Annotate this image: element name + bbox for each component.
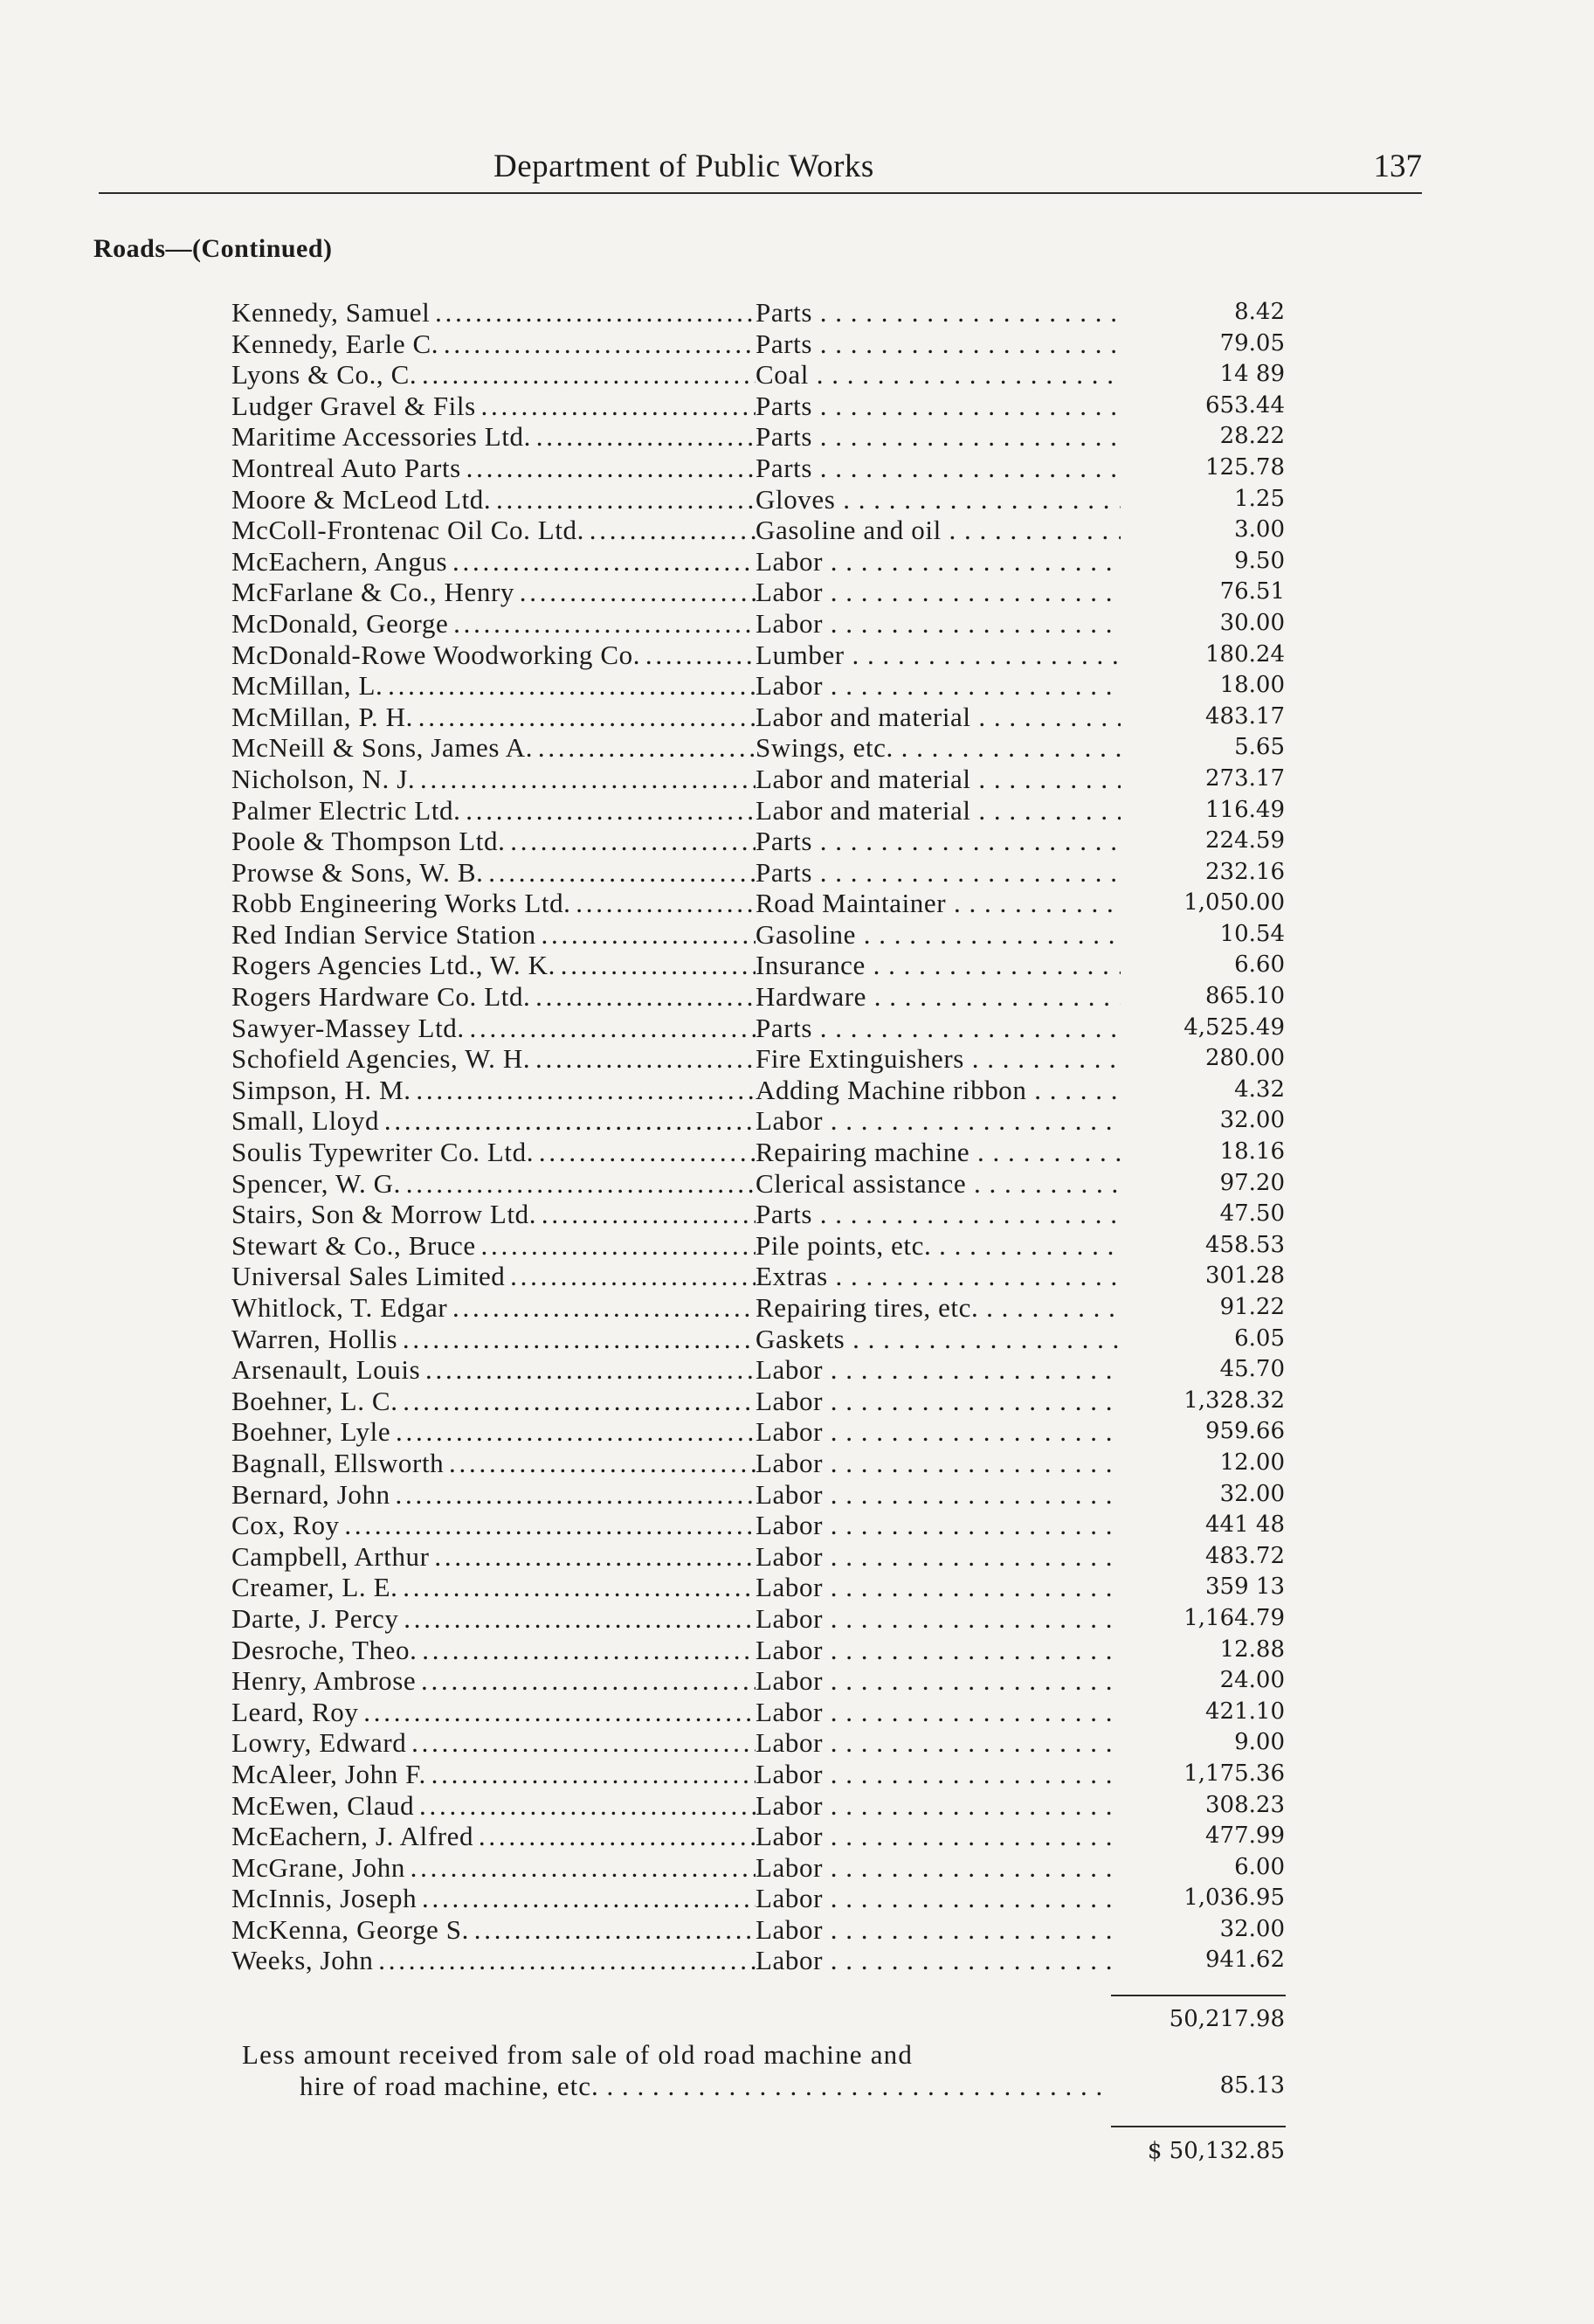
expense-row bbox=[231, 297, 1285, 329]
expense-item: Pile points, etc. . . . bbox=[756, 1230, 1121, 1262]
expense-item: Parts . . . bbox=[756, 421, 1121, 453]
expense-item: Repairing tires, etc. . . . bbox=[756, 1292, 1121, 1324]
expense-item: Gasoline and oil . . . bbox=[756, 515, 1121, 546]
expense-item: Labor . . . bbox=[756, 1603, 1121, 1635]
expense-row bbox=[231, 1013, 1285, 1044]
expense-row bbox=[231, 1852, 1285, 1884]
expense-item: Labor . . . bbox=[756, 1635, 1121, 1666]
expense-amount: 6.00 bbox=[1234, 1853, 1285, 1880]
payee-name: Ludger Gravel & Fils . . . bbox=[231, 391, 756, 422]
expense-item: Labor and material . . . bbox=[756, 702, 1121, 733]
expense-amount: 4.32 bbox=[1234, 1076, 1285, 1103]
payee-name: Soulis Typewriter Co. Ltd. . . . bbox=[231, 1137, 756, 1168]
expense-amount: 97.20 bbox=[1219, 1169, 1285, 1196]
expense-amount: 116.49 bbox=[1205, 796, 1285, 823]
deduction-amount: 85.13 bbox=[1219, 2072, 1285, 2099]
payee-name: Prowse & Sons, W. B. . . . bbox=[231, 857, 756, 889]
payee-name: Stewart & Co., Bruce . . . bbox=[231, 1230, 756, 1262]
expense-item: Labor . . . bbox=[756, 1386, 1121, 1417]
expense-row bbox=[231, 1168, 1285, 1200]
payee-name: Lowry, Edward . . . bbox=[231, 1727, 756, 1759]
expense-row bbox=[231, 1759, 1285, 1790]
payee-name: Rogers Hardware Co. Ltd. . . . bbox=[231, 981, 756, 1013]
expense-amount: 79.05 bbox=[1219, 329, 1285, 356]
expense-item: Labor . . . bbox=[756, 1479, 1121, 1511]
expense-amount: 180.24 bbox=[1205, 640, 1285, 667]
expense-item: Labor . . . bbox=[756, 1448, 1121, 1479]
expense-row bbox=[231, 1137, 1285, 1168]
expense-row bbox=[231, 732, 1285, 764]
payee-name: McGrane, John . . . bbox=[231, 1852, 756, 1884]
expense-row bbox=[231, 1386, 1285, 1417]
expense-amount: 421.10 bbox=[1205, 1698, 1285, 1725]
expense-row bbox=[231, 421, 1285, 453]
expense-row bbox=[231, 981, 1285, 1013]
expense-row bbox=[231, 515, 1285, 546]
payee-name: Boehner, L. C. . . . bbox=[231, 1386, 756, 1417]
expense-row bbox=[231, 1603, 1285, 1635]
payee-name: Universal Sales Limited . . . bbox=[231, 1261, 756, 1292]
payee-name: McAleer, John F. . . . bbox=[231, 1759, 756, 1790]
expense-row bbox=[231, 546, 1285, 578]
expense-item: Labor . . . bbox=[756, 546, 1121, 578]
expense-item: Labor . . . bbox=[756, 1883, 1121, 1914]
payee-name: McEachern, J. Alfred . . . bbox=[231, 1821, 756, 1852]
expense-row bbox=[231, 1261, 1285, 1292]
payee-name: Bagnall, Ellsworth . . . bbox=[231, 1448, 756, 1479]
payee-name: Darte, J. Percy . . . bbox=[231, 1603, 756, 1635]
expense-item: Labor . . . bbox=[756, 1914, 1121, 1946]
expense-item: Labor . . . bbox=[756, 1759, 1121, 1790]
payee-name: Montreal Auto Parts . . . bbox=[231, 453, 756, 484]
payee-name: Warren, Hollis . . . bbox=[231, 1324, 756, 1355]
expense-item: Labor . . . bbox=[756, 1510, 1121, 1541]
expense-amount: 45.70 bbox=[1219, 1356, 1285, 1383]
subtotal-amount: 50,217.98 bbox=[1169, 2006, 1285, 2032]
deduction-description-line-2: hire of road machine, etc. . . . bbox=[300, 2071, 1112, 2102]
expense-item: Gaskets . . . bbox=[756, 1324, 1121, 1355]
expense-row bbox=[231, 1043, 1285, 1075]
expense-row bbox=[231, 1945, 1285, 1976]
expense-item: Gasoline . . . bbox=[756, 919, 1121, 951]
payee-name: McEachern, Angus . . . bbox=[231, 546, 756, 578]
expense-item: Labor . . . bbox=[756, 1416, 1121, 1448]
expense-amount: 959.66 bbox=[1205, 1418, 1285, 1445]
expense-amount: 10.54 bbox=[1219, 920, 1285, 947]
expense-amount: 47.50 bbox=[1219, 1200, 1285, 1228]
expense-amount: 865.10 bbox=[1205, 983, 1285, 1010]
expense-row bbox=[231, 1821, 1285, 1852]
payee-name: Cox, Roy . . . bbox=[231, 1510, 756, 1541]
expense-amount: 32.00 bbox=[1219, 1480, 1285, 1507]
expense-amount: 224.59 bbox=[1205, 827, 1285, 854]
payee-name: Henry, Ambrose . . . bbox=[231, 1665, 756, 1697]
expense-item: Parts . . . bbox=[756, 857, 1121, 889]
expense-item: Parts . . . bbox=[756, 826, 1121, 857]
expense-item: Insurance . . . bbox=[756, 950, 1121, 981]
expense-item: Labor . . . bbox=[756, 1665, 1121, 1697]
expense-item: Labor . . . bbox=[756, 670, 1121, 702]
expense-item: Gloves . . . bbox=[756, 484, 1121, 515]
payee-name: McMillan, P. H. . . . bbox=[231, 702, 756, 733]
expense-amount: 32.00 bbox=[1219, 1107, 1285, 1134]
expense-amount: 483.17 bbox=[1205, 702, 1285, 730]
payee-name: Kennedy, Samuel . . . bbox=[231, 297, 756, 329]
expense-item: Swings, etc. . . . bbox=[756, 732, 1121, 764]
expense-row bbox=[231, 1727, 1285, 1759]
expense-row bbox=[231, 391, 1285, 422]
expense-amount: 32.00 bbox=[1219, 1915, 1285, 1942]
expense-row bbox=[231, 857, 1285, 889]
payee-name: Arsenault, Louis . . . bbox=[231, 1354, 756, 1386]
expense-row bbox=[231, 670, 1285, 702]
expense-item: Coal . . . bbox=[756, 359, 1121, 391]
payee-name: Moore & McLeod Ltd. . . . bbox=[231, 484, 756, 515]
payee-name: Lyons & Co., C. . . . bbox=[231, 359, 756, 391]
expense-amount: 9.00 bbox=[1234, 1729, 1285, 1756]
expense-row bbox=[231, 453, 1285, 484]
payee-name: Campbell, Arthur . . . bbox=[231, 1541, 756, 1573]
payee-name: Rogers Agencies Ltd., W. K. . . . bbox=[231, 950, 756, 981]
expense-amount: 12.88 bbox=[1219, 1636, 1285, 1663]
expense-amount: 301.28 bbox=[1205, 1262, 1285, 1290]
expense-item: Labor . . . bbox=[756, 1945, 1121, 1976]
expense-amount: 1.25 bbox=[1234, 485, 1285, 512]
expense-item: Labor . . . bbox=[756, 1354, 1121, 1386]
expense-item: Labor and material . . . bbox=[756, 764, 1121, 795]
payee-name: Schofield Agencies, W. H. . . . bbox=[231, 1043, 756, 1075]
expense-amount: 6.60 bbox=[1234, 951, 1285, 979]
expense-row bbox=[231, 608, 1285, 640]
expense-item: Extras . . . bbox=[756, 1261, 1121, 1292]
payee-name: Spencer, W. G. . . . bbox=[231, 1168, 756, 1200]
expense-amount: 1,050.00 bbox=[1183, 889, 1285, 916]
expense-amount: 1,036.95 bbox=[1183, 1885, 1285, 1912]
total-amount: $ 50,132.85 bbox=[1147, 2138, 1285, 2164]
payee-name: Kennedy, Earle C. . . . bbox=[231, 329, 756, 360]
payee-name: Sawyer-Massey Ltd. . . . bbox=[231, 1013, 756, 1044]
payee-name: McFarlane & Co., Henry . . . bbox=[231, 577, 756, 608]
payee-name: McInnis, Joseph . . . bbox=[231, 1883, 756, 1914]
payee-name: McKenna, George S. . . . bbox=[231, 1914, 756, 1946]
expense-amount: 8.42 bbox=[1234, 299, 1285, 325]
expense-amount: 12.00 bbox=[1219, 1449, 1285, 1476]
expense-amount: 9.50 bbox=[1234, 547, 1285, 574]
payee-name: McEwen, Claud . . . bbox=[231, 1790, 756, 1822]
expense-row bbox=[231, 1292, 1285, 1324]
expense-amount: 6.05 bbox=[1234, 1325, 1285, 1352]
expense-item: Labor . . . bbox=[756, 1572, 1121, 1603]
expense-amount: 4,525.49 bbox=[1183, 1013, 1285, 1041]
expense-row bbox=[231, 1883, 1285, 1914]
expense-row bbox=[231, 1230, 1285, 1262]
payee-name: McDonald, George . . . bbox=[231, 608, 756, 640]
expense-row bbox=[231, 1572, 1285, 1603]
section-heading: Roads—(Continued) bbox=[93, 234, 333, 263]
expense-row bbox=[231, 1697, 1285, 1728]
expense-item: Clerical assistance . . . bbox=[756, 1168, 1121, 1200]
expense-amount: 280.00 bbox=[1205, 1045, 1285, 1072]
expense-item: Labor . . . bbox=[756, 1105, 1121, 1137]
expense-item: Labor . . . bbox=[756, 1541, 1121, 1573]
expense-row bbox=[231, 1914, 1285, 1946]
expense-row bbox=[231, 640, 1285, 671]
expense-row bbox=[231, 1635, 1285, 1666]
expense-amount: 125.78 bbox=[1205, 453, 1285, 481]
expense-amount: 3.00 bbox=[1234, 516, 1285, 543]
payee-name: Whitlock, T. Edgar . . . bbox=[231, 1292, 756, 1324]
expense-item: Adding Machine ribbon . . . bbox=[756, 1075, 1121, 1106]
payee-name: McMillan, L. . . . bbox=[231, 670, 756, 702]
expense-item: Parts . . . bbox=[756, 391, 1121, 422]
expense-row bbox=[231, 1448, 1285, 1479]
expense-row bbox=[231, 329, 1285, 360]
payee-name: Desroche, Theo. . . . bbox=[231, 1635, 756, 1666]
expense-row bbox=[231, 359, 1285, 391]
expense-item: Labor . . . bbox=[756, 1697, 1121, 1728]
payee-name: Red Indian Service Station . . . bbox=[231, 919, 756, 951]
expense-row bbox=[231, 1199, 1285, 1230]
page-title: Department of Public Works bbox=[493, 149, 874, 184]
expense-list bbox=[231, 297, 1285, 1976]
expense-item: Parts . . . bbox=[756, 453, 1121, 484]
payee-name: Maritime Accessories Ltd. . . . bbox=[231, 421, 756, 453]
expense-amount: 273.17 bbox=[1205, 764, 1285, 792]
expense-item: Road Maintainer . . . bbox=[756, 888, 1121, 919]
page-number: 137 bbox=[1373, 149, 1422, 184]
expense-row bbox=[231, 1510, 1285, 1541]
payee-name: McDonald-Rowe Woodworking Co. . . . bbox=[231, 640, 756, 671]
expense-amount: 1,175.36 bbox=[1183, 1760, 1285, 1787]
expense-amount: 941.62 bbox=[1205, 1947, 1285, 1974]
expense-item: Repairing machine . . . bbox=[756, 1137, 1121, 1168]
payee-name: Nicholson, N. J. . . . bbox=[231, 764, 756, 795]
expense-amount: 18.16 bbox=[1219, 1138, 1285, 1165]
expense-amount: 308.23 bbox=[1205, 1791, 1285, 1818]
payee-name: Creamer, L. E. . . . bbox=[231, 1572, 756, 1603]
expense-row bbox=[231, 950, 1285, 981]
payee-name: Simpson, H. M. . . . bbox=[231, 1075, 756, 1106]
expense-item: Labor . . . bbox=[756, 577, 1121, 608]
expense-row bbox=[231, 1105, 1285, 1137]
expense-item: Parts . . . bbox=[756, 329, 1121, 360]
payee-name: McColl-Frontenac Oil Co. Ltd. . . . bbox=[231, 515, 756, 546]
expense-amount: 477.99 bbox=[1205, 1823, 1285, 1850]
payee-name: Palmer Electric Ltd. . . . bbox=[231, 795, 756, 827]
expense-row bbox=[231, 1479, 1285, 1511]
expense-amount: 28.22 bbox=[1219, 423, 1285, 450]
expense-item: Lumber . . . bbox=[756, 640, 1121, 671]
payee-name: Weeks, John . . . bbox=[231, 1945, 756, 1976]
expense-amount: 24.00 bbox=[1219, 1667, 1285, 1694]
expense-amount: 1,328.32 bbox=[1183, 1387, 1285, 1414]
expense-row bbox=[231, 764, 1285, 795]
payee-name: Poole & Thompson Ltd. . . . bbox=[231, 826, 756, 857]
expense-row bbox=[231, 1790, 1285, 1822]
expense-item: Labor . . . bbox=[756, 608, 1121, 640]
expense-row bbox=[231, 702, 1285, 733]
expense-amount: 14 89 bbox=[1219, 361, 1285, 388]
payee-name: Robb Engineering Works Ltd. . . . bbox=[231, 888, 756, 919]
payee-name: McNeill & Sons, James A. . . . bbox=[231, 732, 756, 764]
expense-row bbox=[231, 1354, 1285, 1386]
payee-name: Bernard, John . . . bbox=[231, 1479, 756, 1511]
expense-item: Labor . . . bbox=[756, 1727, 1121, 1759]
expense-row bbox=[231, 919, 1285, 951]
expense-row bbox=[231, 1324, 1285, 1355]
expense-row bbox=[231, 888, 1285, 919]
expense-item: Labor . . . bbox=[756, 1852, 1121, 1884]
expense-item: Parts . . . bbox=[756, 1199, 1121, 1230]
expense-row bbox=[231, 484, 1285, 515]
expense-amount: 18.00 bbox=[1219, 672, 1285, 699]
payee-name: Stairs, Son & Morrow Ltd. . . . bbox=[231, 1199, 756, 1230]
header-rule bbox=[99, 192, 1422, 194]
expense-amount: 232.16 bbox=[1205, 858, 1285, 885]
expense-row bbox=[231, 826, 1285, 857]
expense-row bbox=[231, 1541, 1285, 1573]
expense-amount: 1,164.79 bbox=[1183, 1604, 1285, 1631]
expense-amount: 458.53 bbox=[1205, 1231, 1285, 1258]
payee-name: Small, Lloyd . . . bbox=[231, 1105, 756, 1137]
expense-amount: 441 48 bbox=[1205, 1511, 1285, 1539]
expense-row bbox=[231, 1416, 1285, 1448]
expense-item: Parts . . . bbox=[756, 1013, 1121, 1044]
expense-amount: 653.44 bbox=[1205, 391, 1285, 418]
expense-item: Hardware . . . bbox=[756, 981, 1121, 1013]
subtotal-rule bbox=[1111, 1995, 1286, 1996]
expense-item: Labor . . . bbox=[756, 1790, 1121, 1822]
expense-item: Fire Extinguishers . . . bbox=[756, 1043, 1121, 1075]
expense-row bbox=[231, 795, 1285, 827]
expense-amount: 5.65 bbox=[1234, 734, 1285, 761]
expense-item: Labor . . . bbox=[756, 1821, 1121, 1852]
expense-row bbox=[231, 577, 1285, 608]
page-header bbox=[99, 144, 1422, 197]
expense-item: Parts . . . bbox=[756, 297, 1121, 329]
expense-amount: 30.00 bbox=[1219, 609, 1285, 636]
expense-amount: 359 13 bbox=[1205, 1574, 1285, 1601]
expense-row bbox=[231, 1665, 1285, 1697]
expense-amount: 91.22 bbox=[1219, 1294, 1285, 1320]
total-rule bbox=[1111, 2126, 1286, 2127]
expense-row bbox=[231, 1075, 1285, 1106]
payee-name: Boehner, Lyle . . . bbox=[231, 1416, 756, 1448]
expense-amount: 76.51 bbox=[1219, 578, 1285, 605]
expense-item: Labor and material . . . bbox=[756, 795, 1121, 827]
expense-amount: 483.72 bbox=[1205, 1542, 1285, 1569]
payee-name: Leard, Roy . . . bbox=[231, 1697, 756, 1728]
deduction-description-line-1: Less amount received from sale of old road machine and bbox=[242, 2039, 914, 2070]
